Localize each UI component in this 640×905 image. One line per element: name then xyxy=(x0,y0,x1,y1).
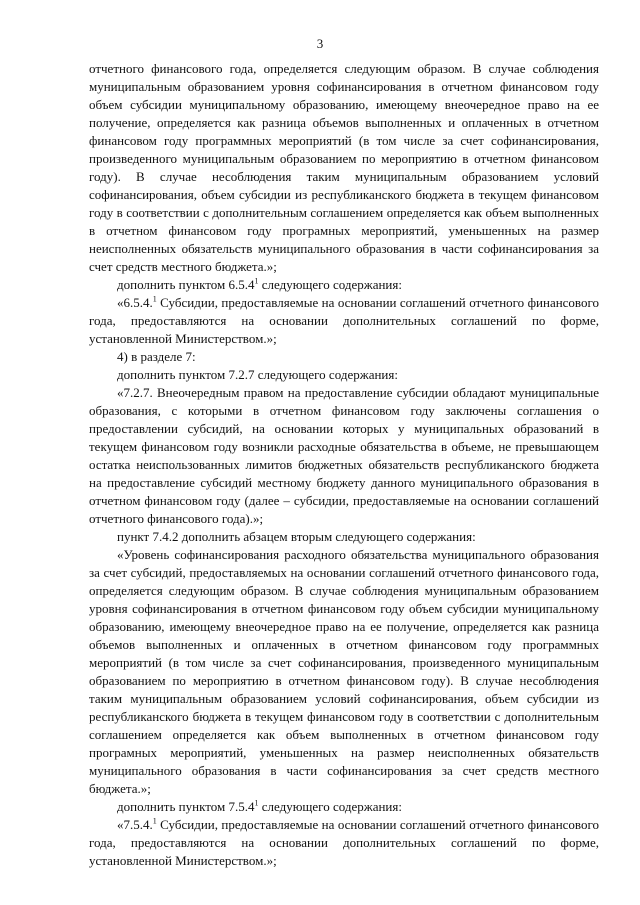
superscript: 1 xyxy=(254,276,259,286)
paragraph-section-7: 4) в разделе 7: xyxy=(117,349,196,364)
paragraph-clause-6-5-4 xyxy=(89,294,599,348)
clause-7-5-4-text: Субсидии, предоставляемые на основании соглашений отчетного финансового года, предоставляются на основании дополнительных соглашений по форме, установленной Министерством.»; xyxy=(89,817,599,868)
amend-6-5-4-tail: следующего содержания: xyxy=(258,277,402,292)
paragraph-amend-7-2-7: дополнить пунктом 7.2.7 следующего содержания: xyxy=(117,367,398,382)
paragraph-continuation: отчетного финансового года, определяется следующим образом. В случае соблюдения муниципальным образованием уровня софинансирования в отчетном финансовом году объем субсидии муниципальному образованию, имеющему внеочередное право на ее получение, определяется как разница объемов выполненных и оплаченных в отчетном финансовом году программных мероприятий (в том числе за счет софинансирования, произведенного муниципальным образованием по мероприятию в отчетном финансовом году). В случае несоблюдения таким муниципальным образованием условий софинансирования, объем субсидии из республиканского бюджета в текущем финансовом году в соответствии с дополнительным соглашением определяется как объем выполненных в отчетном финансовом году програмных мероприятий, уменьшенных на размер неисполненных обязательств муниципального образования в части софинансирования за счет средств местного бюджета.»; xyxy=(89,61,599,274)
clause-6-5-4-number: «6.5.4. xyxy=(117,295,153,310)
clause-6-5-4-text: Субсидии, предоставляемые на основании соглашений отчетного финансового года, предоставляются на основании дополнительных соглашений по форме, установленной Министерством.»; xyxy=(89,295,599,346)
superscript: 1 xyxy=(254,798,259,808)
paragraph-clause-7-2-7: «7.2.7. Внеочередным правом на предоставление субсидии обладают муниципальные образования, с которыми в отчетном финансовом году заключены соглашения о предоставлении субсидий, на основании которых у муниципальных образований в текущем финансовом году возникли расходные обязательства в объеме, не превышающем остатка неиспользованных лимитов бюджетных обязательств республиканского бюджета на предоставление субсидий местному бюджету данного муниципального образования в отчетном финансовом году (далее – субсидии, предоставляемые на основании соглашений отчетного финансового года).»; xyxy=(89,385,599,526)
superscript: 1 xyxy=(152,294,157,304)
superscript: 1 xyxy=(152,816,157,826)
paragraph-clause-7-5-4 xyxy=(89,816,599,870)
page-number: 3 xyxy=(316,36,324,51)
document-body xyxy=(89,60,599,870)
clause-7-5-4-number: «7.5.4. xyxy=(117,817,153,832)
paragraph-amend-7-5-4 xyxy=(89,798,599,816)
paragraph-amend-6-5-4 xyxy=(89,276,599,294)
paragraph-amend-7-4-2: пункт 7.4.2 дополнить абзацем вторым следующего содержания: xyxy=(117,529,476,544)
amend-7-5-4-text: дополнить пунктом 7.5.4 xyxy=(117,799,255,814)
paragraph-clause-7-4-2: «Уровень софинансирования расходного обязательства муниципального образования за счет субсидий, предоставляемых на основании соглашений отчетного финансового года, определяется следующим образом. В случае соблюдения муниципальным образованием уровня софинансирования в отчетном финансовом году объем субсидии муниципальному образованию, имеющему внеочередное право на ее получение, определяется как разница объемов выполненных и оплаченных в отчетном финансовом году программных мероприятий (в том числе за счет софинансирования, произведенного муниципальным образованием по мероприятию в отчетном финансовом году). В случае несоблюдения таким муниципальным образованием условий софинансирования, объем субсидии из республиканского бюджета в текущем финансовом году в соответствии с дополнительным соглашением определяется как объем выполненных в отчетном финансовом году програмных мероприятий, уменьшенных на размер неисполненных обязательств муниципального образования в части софинансирования за счет средств местного бюджета.»; xyxy=(89,547,599,796)
amend-6-5-4-text: дополнить пунктом 6.5.4 xyxy=(117,277,255,292)
amend-7-5-4-tail: следующего содержания: xyxy=(258,799,402,814)
